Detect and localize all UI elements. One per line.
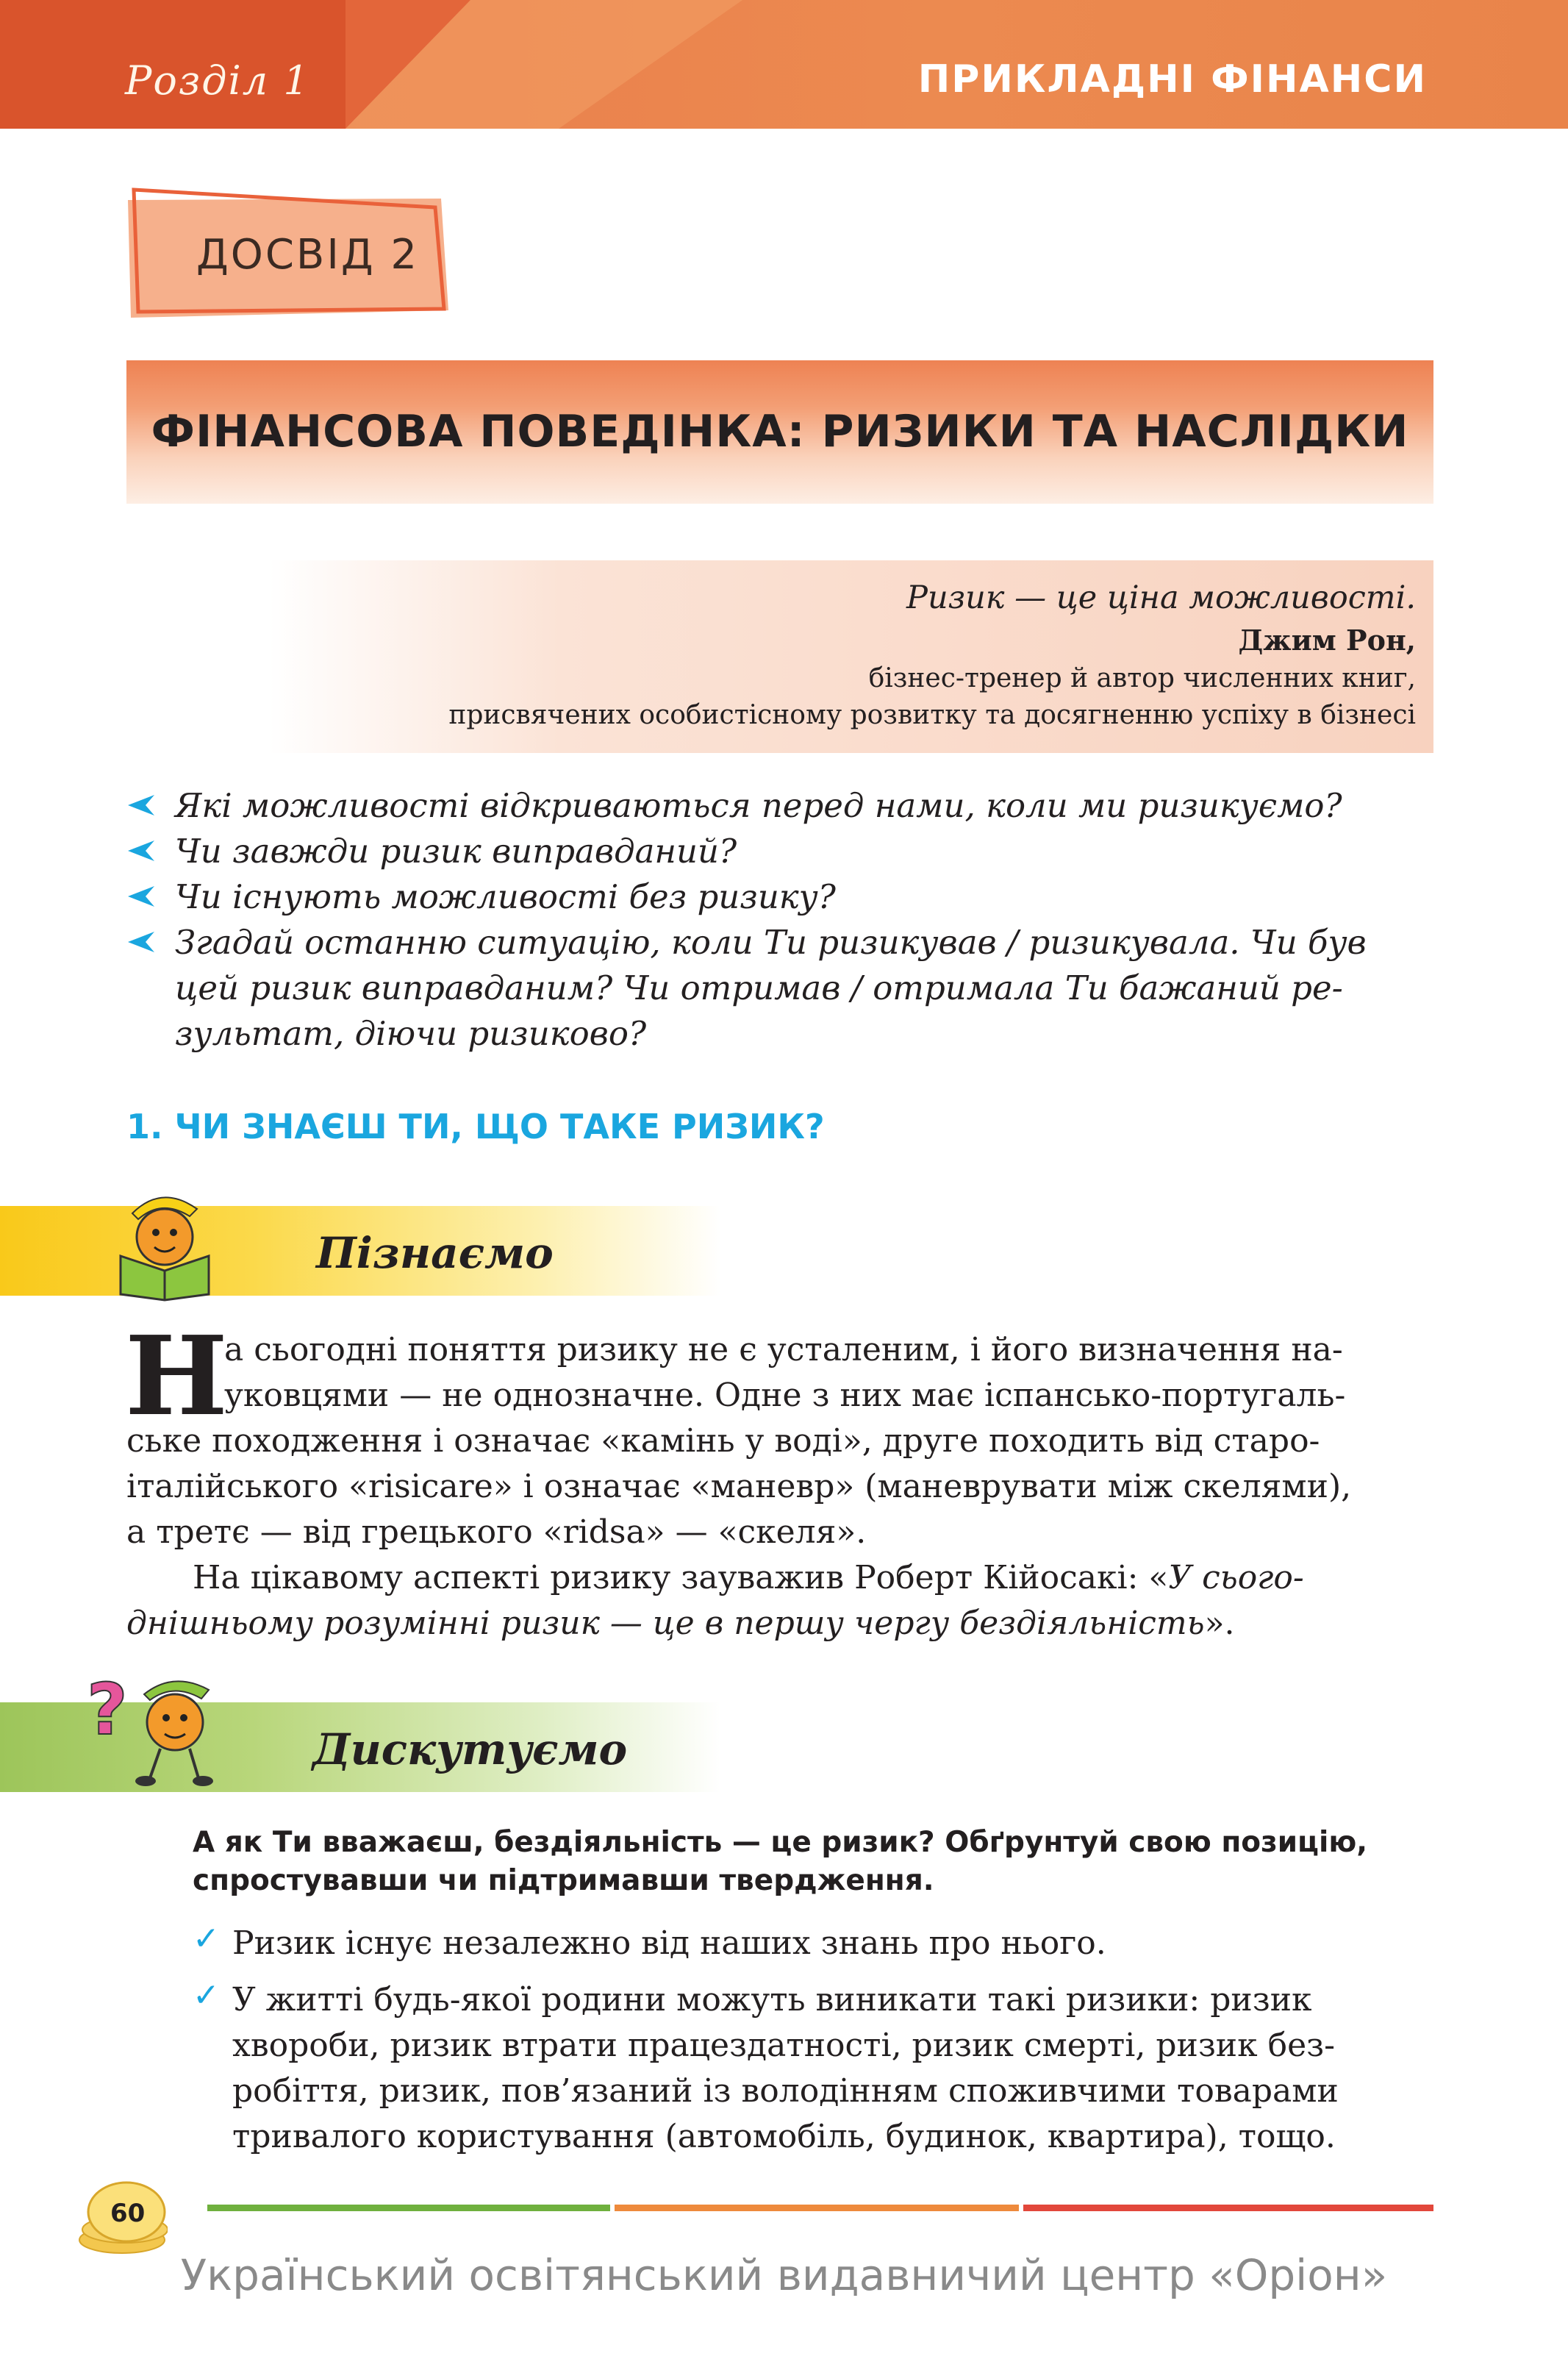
page-number-badge	[72, 2177, 168, 2258]
page-number: 60	[110, 2199, 146, 2228]
discussion-prompt: спростувавши чи підтримавши твердження.	[193, 1864, 934, 1897]
experience-tag	[126, 185, 450, 321]
question-item	[126, 783, 1435, 829]
svg-text:?: ?	[87, 1669, 128, 1751]
footer-rule-orange	[615, 2205, 1019, 2211]
discuss-banner-label: Дискутуємо	[312, 1724, 628, 1774]
epigraph-author: Джим Рон,	[1238, 624, 1416, 657]
learn-banner	[0, 1206, 720, 1296]
paragraph-line: ське походження і означає «камінь у воді», друге походить від старо-	[126, 1422, 1320, 1460]
question-item	[126, 829, 1435, 874]
epigraph-role-line: бізнес-тренер й автор численних книг,	[868, 663, 1416, 693]
statement-line: робіття, ризик, пов’язаний із володінням споживчими товарами	[232, 2072, 1339, 2110]
publisher-credit: Український освітянський видавничий центр «Оріон»	[180, 2250, 1388, 2300]
checkmark-icon: ✓	[193, 1920, 220, 1957]
paragraph-line: італійського «risicare» і означає «маневр» (маневрувати між скелями),	[126, 1468, 1352, 1505]
epigraph-role-line: присвячених особистісному розвитку та досягненню успіху в бізнесі	[448, 700, 1416, 730]
arrow-bullet-icon	[126, 839, 156, 863]
arrow-bullet-icon	[126, 885, 156, 908]
statement-line: Ризик існує незалежно від наших знань про нього.	[232, 1924, 1106, 1962]
header-title: ПРИКЛАДНІ ФІНАНСИ	[917, 57, 1427, 101]
statement-line: У житті будь-якої родини можуть виникати такі ризики: ризик	[232, 1981, 1312, 2019]
footer-rule-red	[1023, 2205, 1433, 2211]
learn-banner-label: Пізнаємо	[316, 1228, 554, 1278]
statement-line: тривалого користування (автомобіль, будинок, квартира), тощо.	[232, 2118, 1336, 2155]
header-band	[0, 0, 1568, 129]
epigraph-quote: Ризик — це ціна можливості.	[906, 579, 1416, 616]
question-item	[126, 874, 1435, 920]
section-label: Розділ 1	[125, 57, 310, 104]
question-text: Чи існують можливості без ризику?	[175, 877, 836, 916]
epigraph	[268, 560, 1433, 753]
question-item	[126, 920, 1435, 1057]
footer-rule-green	[207, 2205, 610, 2211]
arrow-bullet-icon	[126, 930, 156, 954]
paragraph-line	[193, 1555, 1304, 1601]
discussion-prompt: А як Ти вважаєш, бездіяльність — це ризик? Обґрунтуй свою позицію,	[193, 1826, 1368, 1859]
quote-text: днішньому розумінні ризик — це в першу чергу бездіяльність	[126, 1605, 1205, 1642]
arrow-bullet-icon	[126, 793, 156, 817]
paragraph-line	[126, 1601, 1235, 1646]
paragraph-line: а сьогодні поняття ризику не є усталеним, і його визначення на-	[224, 1331, 1343, 1368]
question-text: зультат, діючи ризиково?	[175, 1014, 647, 1053]
section-heading: 1. ЧИ ЗНАЄШ ТИ, ЩО ТАКЕ РИЗИК?	[126, 1107, 825, 1146]
main-title: ФІНАНСОВА ПОВЕДІНКА: РИЗИКИ ТА НАСЛІДКИ	[151, 406, 1409, 457]
experience-tag-label: ДОСВІД 2	[196, 231, 420, 279]
question-text: цей ризик виправданим? Чи отримав / отримала Ти бажаний ре-	[175, 968, 1343, 1007]
dropcap-letter: Н	[125, 1312, 228, 1440]
quote-text: У сього-	[1168, 1559, 1304, 1596]
statement-line: хвороби, ризик втрати працездатності, ризик смерті, ризик без-	[232, 2027, 1336, 2064]
paragraph-line: уковцями — не однозначне. Одне з них має іспансько-португаль-	[224, 1377, 1346, 1414]
question-text: Які можливості відкриваються перед нами, коли ми ризикуємо?	[175, 786, 1342, 825]
paragraph-text: На цікавому аспекті ризику зауважив Роберт Кійосакі: «	[193, 1559, 1169, 1596]
main-title-bar	[126, 360, 1433, 504]
checkmark-icon: ✓	[193, 1977, 220, 2014]
question-text: Чи завжди ризик виправданий?	[175, 832, 737, 871]
question-mascot-icon	[87, 1668, 234, 1793]
question-text: Згадай останню ситуацію, коли Ти ризикував / ризикувала. Чи був	[175, 923, 1367, 962]
reading-mascot-icon	[110, 1184, 221, 1302]
paragraph-text: ».	[1204, 1605, 1235, 1642]
paragraph-line: а третє — від грецького «ridsa» — «скеля».	[126, 1513, 867, 1551]
